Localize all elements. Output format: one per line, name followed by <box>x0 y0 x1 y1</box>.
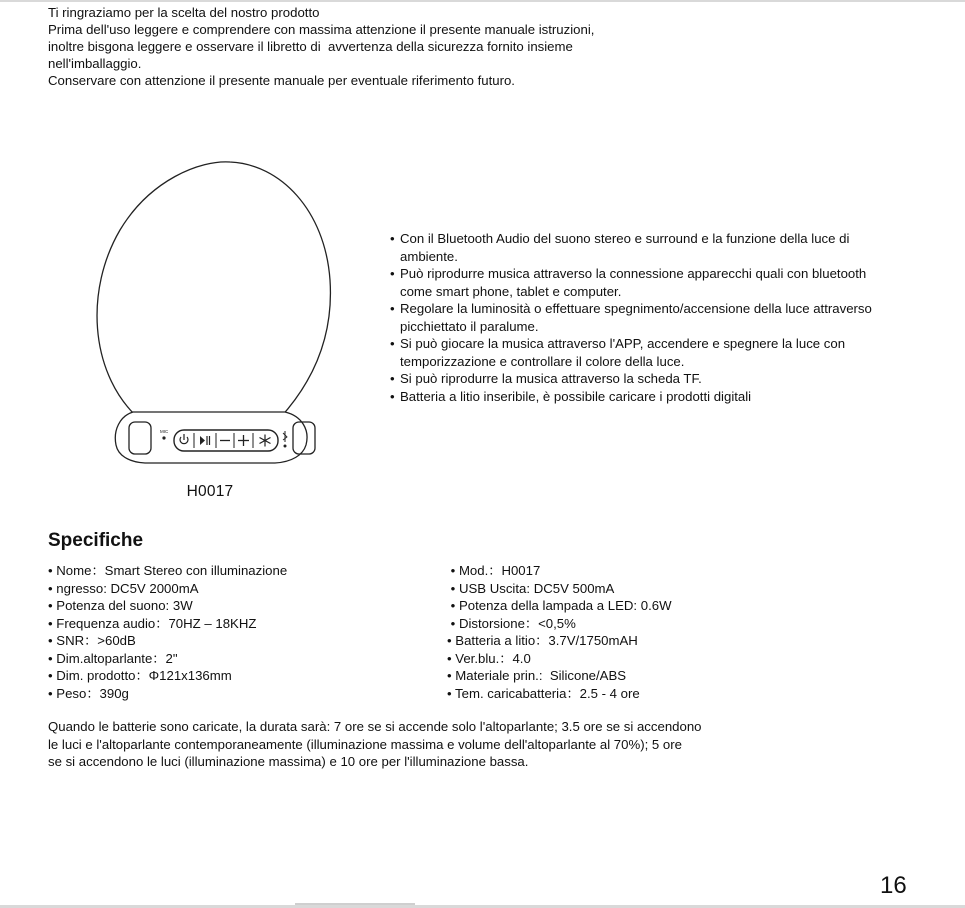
intro-line: inoltre bisgona leggere e osservare il libretto di avvertenza della sicurezza fornito insieme <box>48 39 573 54</box>
page-top-rule <box>0 0 965 2</box>
feature-item: • Regolare la luminosità o effettuare spegnimento/accensione della luce attraverso picchiettato il paralume. <box>390 300 890 335</box>
feature-item: • Si può riprodurre la musica attraverso la scheda TF. <box>390 370 890 388</box>
spec-item: • USB Uscita: DC5V 500mA <box>447 580 615 596</box>
intro-line: nell'imballaggio. <box>48 56 142 71</box>
intro-line: Ti ringraziamo per la scelta del nostro prodotto <box>48 5 320 20</box>
feature-item: • Con il Bluetooth Audio del suono stereo e surround e la funzione della luce di ambiente. <box>390 230 890 265</box>
intro-line: Prima dell'uso leggere e comprendere con massima attenzione il presente manuale istruzioni, <box>48 22 595 37</box>
spec-item: • Potenza della lampada a LED: 0.6W <box>447 598 672 613</box>
feature-item: • Batteria a litio inseribile, è possibile caricare i prodotti digitali <box>390 388 890 406</box>
mic-label: MIC <box>160 429 169 434</box>
spec-item: • Peso：390g <box>48 685 129 701</box>
note-line: Quando le batterie sono caricate, la durata sarà: 7 ore se si accende solo l'altoparlante; 3.5 ore se si accendono <box>48 719 702 734</box>
note-line: le luci e l'altoparlante contemporaneamente (illuminazione massima e volume dell'altoparlante al 70%); 5 ore <box>48 736 682 752</box>
spec-item: • Ver.blu.：4.0 <box>447 650 531 666</box>
page-number: 16 <box>880 872 907 899</box>
battery-duration-note <box>48 718 928 771</box>
spec-item: • Tem. caricabatteria：2.5 - 4 ore <box>447 685 640 701</box>
spec-item: • Batteria a litio：3.7V/1750mAH <box>447 633 638 648</box>
intro-text <box>48 4 928 89</box>
mic-dot <box>162 436 165 439</box>
spec-item: • Potenza del suono: 3W <box>48 598 193 613</box>
spec-item: • Nome：Smart Stereo con illuminazione <box>48 563 288 578</box>
spec-item: • Dim.altoparlante：2" <box>48 650 178 666</box>
spec-item: • SNR：>60dB <box>48 633 136 648</box>
lamp-shade <box>97 162 330 418</box>
specs-heading: Specifiche <box>48 530 144 551</box>
feature-list <box>390 230 890 405</box>
speaker-drawing <box>80 150 340 480</box>
spec-item: • Frequenza audio：70HZ – 18KHZ <box>48 615 257 631</box>
feature-item: • Si può giocare la musica attraverso l'APP, accendere e spegnere la luce con temporizzazione e controllare il colore della luce. <box>390 335 890 370</box>
specs-right-column <box>447 562 887 702</box>
spec-item: • Materiale prin.: Silicone/ABS <box>447 668 627 683</box>
spec-item: • Dim. prodotto：Φ121x136mm <box>48 668 232 683</box>
note-line: se si accendono le luci (illuminazione massima) e 10 ore per l'illuminazione bassa. <box>48 754 529 769</box>
feature-item: • Può riprodurre musica attraverso la connessione apparecchi quali con bluetooth come smart phone, tablet e computer. <box>390 265 890 300</box>
model-label: H0017 <box>186 483 234 500</box>
spec-item: • Mod.：H0017 <box>447 563 541 578</box>
intro-line: Conservare con attenzione il presente manuale per eventuale riferimento futuro. <box>48 73 515 88</box>
spec-item: • Distorsione：<0,5% <box>447 615 576 631</box>
product-illustration <box>80 150 340 480</box>
spec-item: • ngresso: DC5V 2000mA <box>48 580 199 596</box>
specs-left-column <box>48 562 438 702</box>
